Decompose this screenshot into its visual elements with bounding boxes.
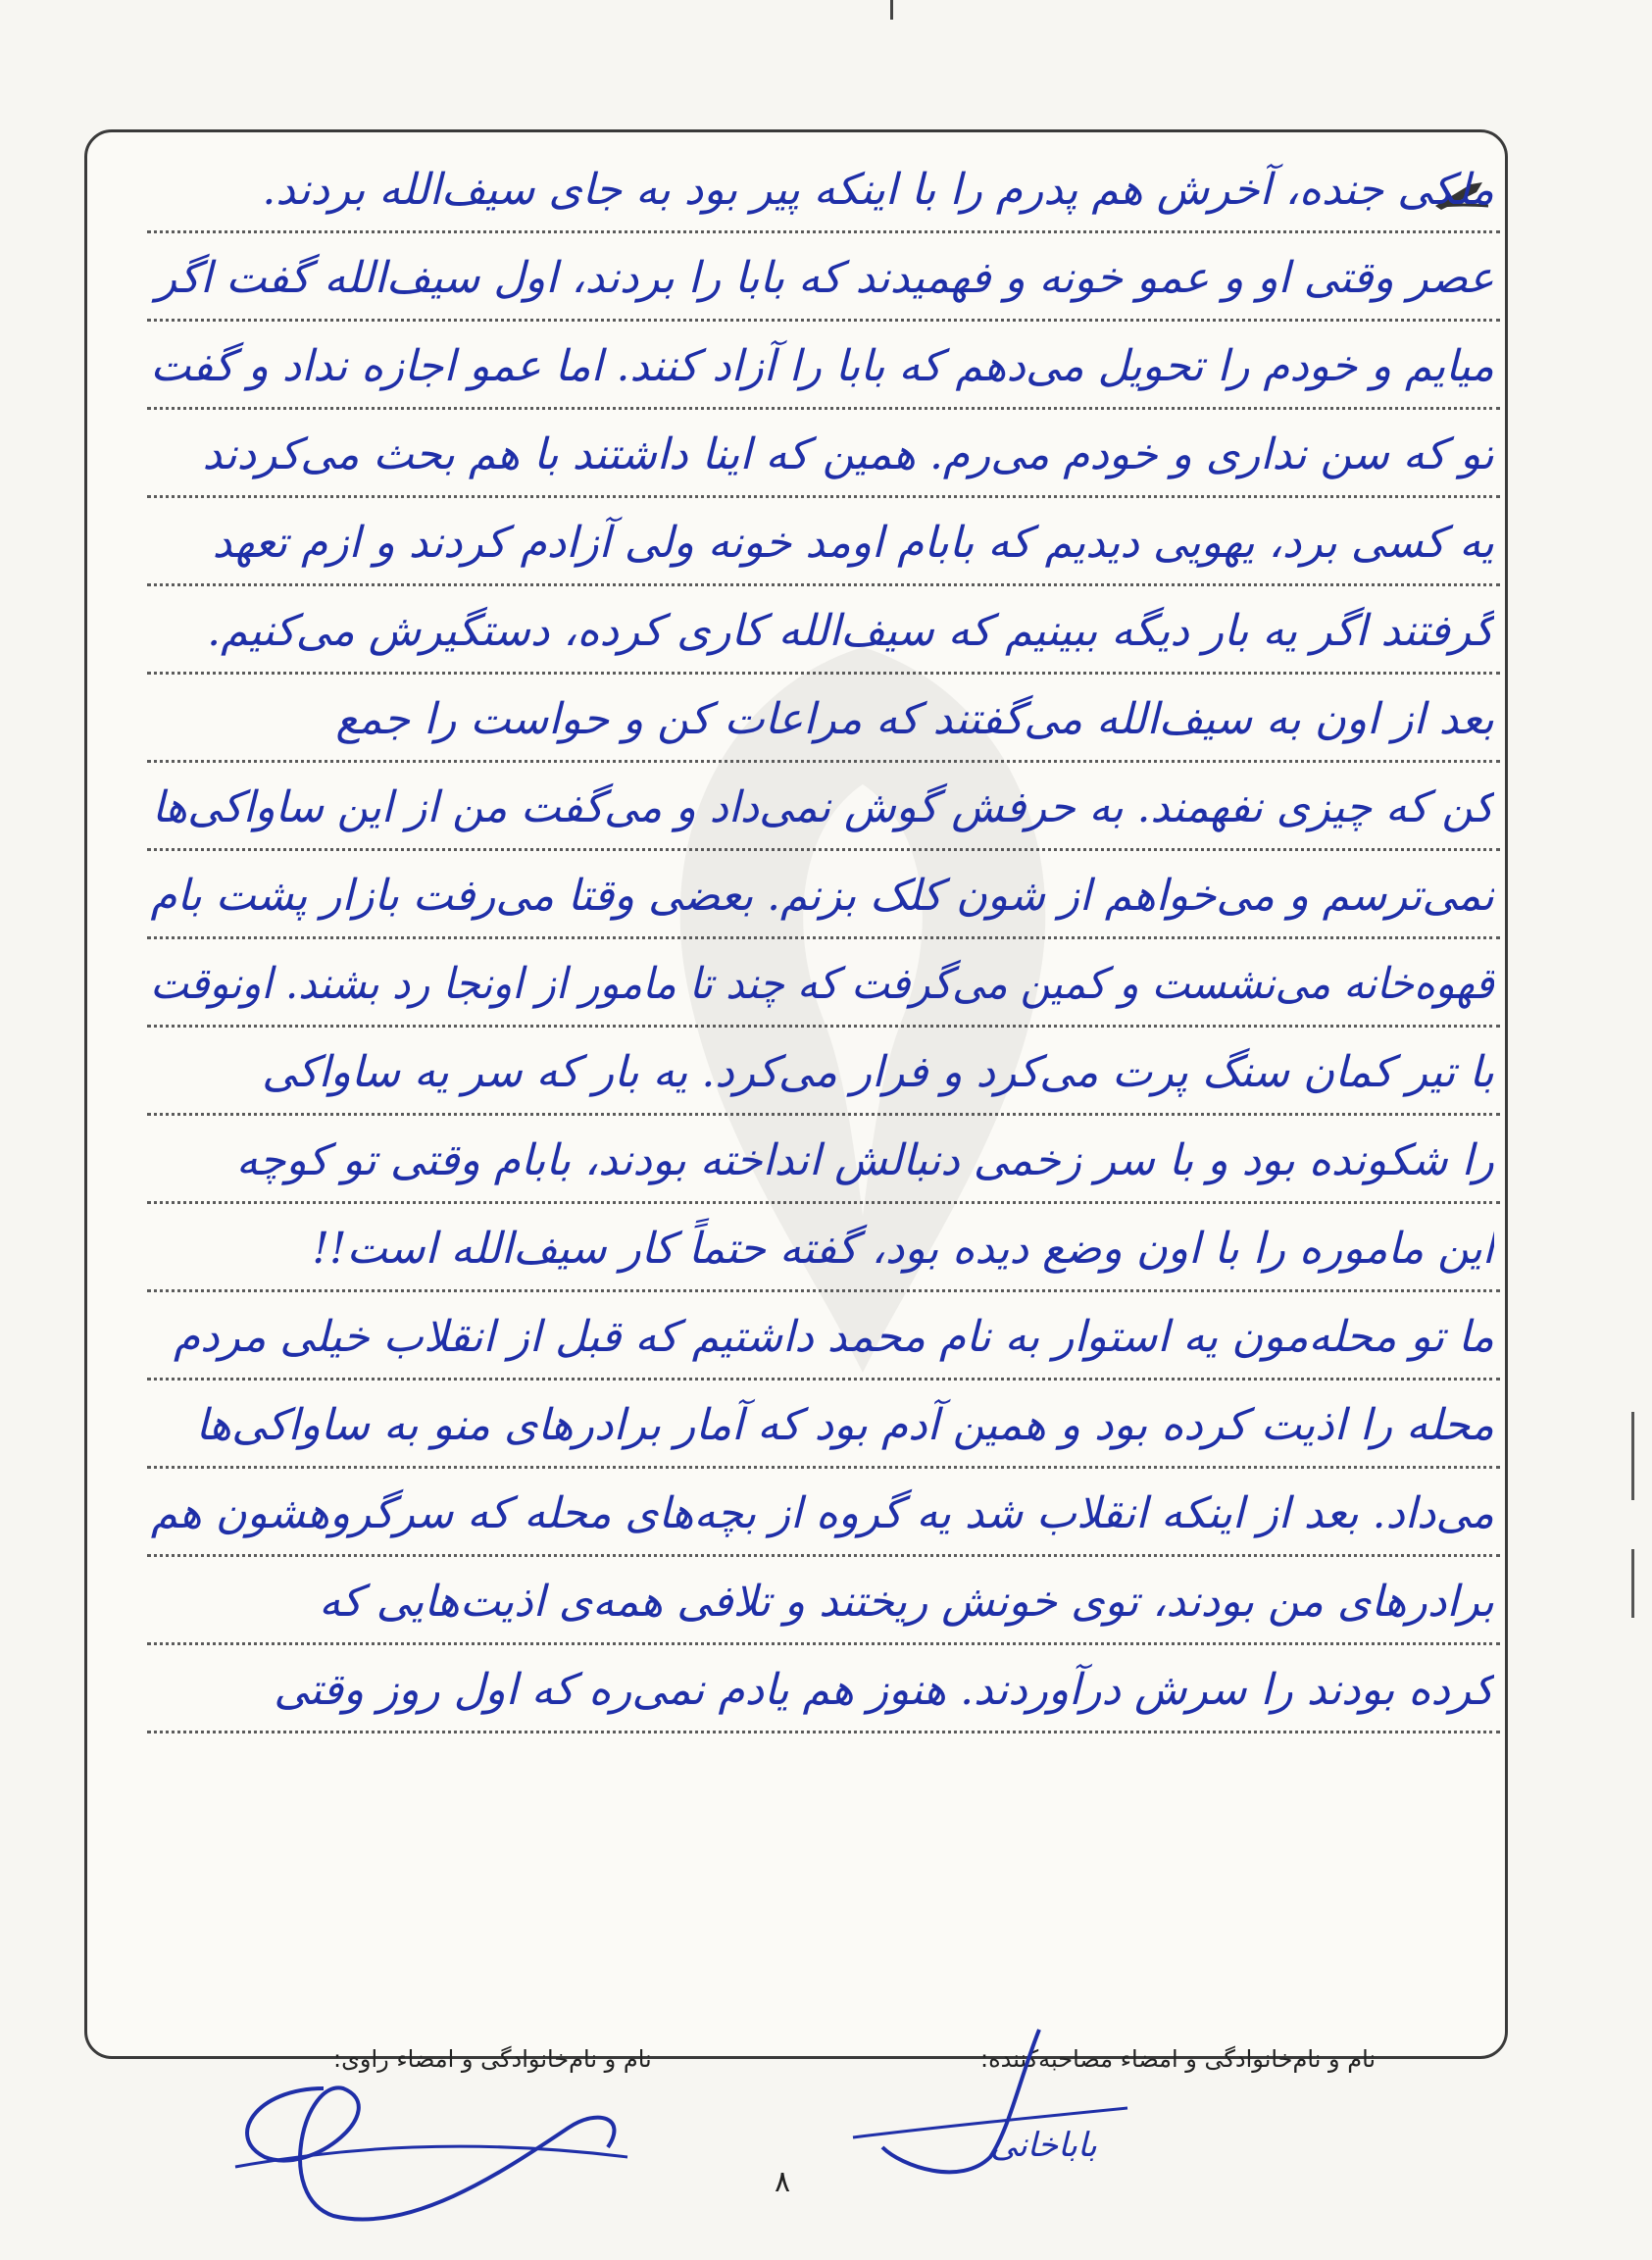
line-text: بعد از اون به سیف‌الله می‌گفتند که مراعات کن و حواست را جمع <box>335 694 1494 744</box>
line-text: برادرهای من بودند، توی خونش ریختند و تلافی همه‌ی اذیت‌هایی که <box>319 1577 1494 1627</box>
text-line <box>147 1471 1500 1557</box>
top-margin-mark <box>890 0 893 20</box>
text-line <box>147 412 1500 498</box>
text-line <box>147 1559 1500 1645</box>
narrator-signature-label: نام و نام‌خانوادگی و امضاء راوی: <box>333 2045 652 2073</box>
narrator-signature <box>196 2049 647 2245</box>
text-line <box>147 324 1500 410</box>
edge-mark <box>1631 1412 1634 1500</box>
line-text: نمی‌ترسم و می‌خواهم از شون کلک بزنم. بعضی وقتا می‌رفت بازار پشت بام <box>150 871 1494 921</box>
line-text: این ماموره را با اون وضع دیده بود، گفته حتماً کار سیف‌الله است!! <box>312 1224 1494 1274</box>
line-text: کرده بودند را سرش درآوردند. هنوز هم یادم نمی‌ره که اول روز وقتی <box>274 1665 1494 1715</box>
page-number: ۸ <box>775 2165 791 2199</box>
line-text: قهوه‌خانه می‌نشست و کمین می‌گرفت که چند تا مامور از اونجا رد بشند. اونوقت <box>150 959 1494 1009</box>
edge-mark <box>1631 1549 1634 1618</box>
text-line <box>147 588 1500 675</box>
text-line <box>147 765 1500 851</box>
line-text: را شکونده بود و با سر زخمی دنبالش انداخته بودند، بابام وقتی تو کوچه <box>235 1135 1494 1185</box>
text-line <box>147 941 1500 1028</box>
line-text: تو که سن نداری و خودم می‌رم. همین که اینا داشتند با هم بحث می‌کردند <box>202 429 1494 479</box>
text-line <box>147 147 1500 233</box>
line-text: گرفتند اگر یه بار دیگه ببینیم که سیف‌الله کاری کرده، دستگیرش می‌کنیم. <box>207 606 1494 656</box>
line-text: با تیر کمان سنگ پرت می‌کرد و فرار می‌کرد. یه بار که سر یه ساواکی <box>262 1047 1494 1097</box>
text-line <box>147 1030 1500 1116</box>
line-text: میایم و خودم را تحویل می‌دهم که بابا را آزاد کنند. اما عمو اجازه نداد و گفت <box>150 341 1494 391</box>
text-line <box>147 500 1500 586</box>
line-text: می‌داد. بعد از اینکه انقلاب شد یه گروه از بچه‌های محله که سرگروهشون هم <box>150 1488 1494 1538</box>
line-text: کن که چیزی نفهمند. به حرفش گوش نمی‌داد و می‌گفت من از این ساواکی‌ها <box>152 782 1494 832</box>
line-text: عصر وقتی او و عمو خونه و فهمیدند که بابا را بردند، اول سیف‌الله گفت اگر <box>156 253 1494 303</box>
text-line <box>147 1118 1500 1204</box>
line-text: ملکی جنده، آخرش هم پدرم را با اینکه پیر بود به جای سیف‌الله بردند. <box>262 165 1494 215</box>
line-text: محله را اذیت کرده بود و همین آدم بود که آمار برادرهای منو به ساواکی‌ها <box>195 1400 1494 1450</box>
text-line <box>147 235 1500 322</box>
signer-name: باباخانی <box>990 2126 1097 2165</box>
interviewer-signature-label: نام و نام‌خانوادگی و امضاء مصاحبه‌کننده: <box>980 2045 1377 2073</box>
text-line <box>147 1647 1500 1733</box>
text-line <box>147 1294 1500 1381</box>
text-line <box>147 853 1500 939</box>
line-text: یه کسی برد، یهویی دیدیم که بابام اومد خونه ولی آزادم کردند و ازم تعهد <box>212 518 1494 568</box>
text-line <box>147 1382 1500 1469</box>
interviewer-signature <box>843 2020 1137 2196</box>
text-line <box>147 677 1500 763</box>
line-text: ما تو محله‌مون یه استوار به نام محمد داشتیم که قبل از انقلاب خیلی مردم <box>173 1312 1494 1362</box>
text-line <box>147 1206 1500 1292</box>
